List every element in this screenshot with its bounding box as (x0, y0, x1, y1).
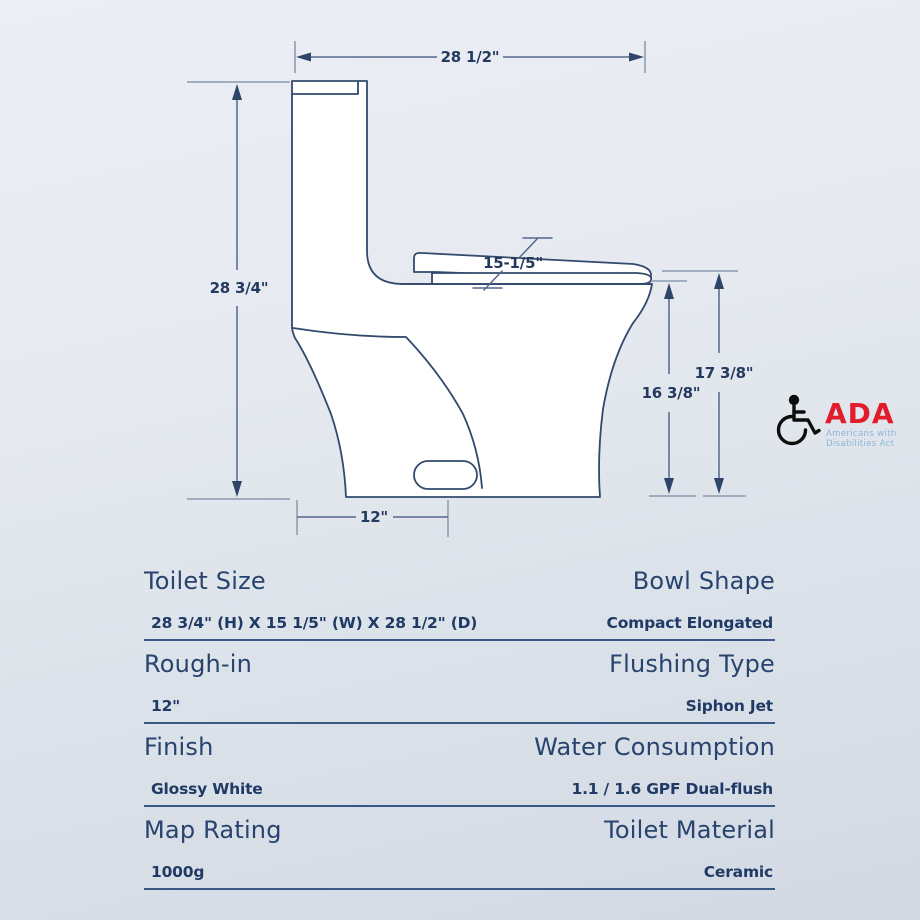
dim-rough-in-label: 12" (359, 508, 389, 526)
dim-depth-label: 28 1/2" (440, 48, 500, 66)
spec-value-bowl-shape: Compact Elongated (606, 614, 773, 632)
spec-label-flushing-type: Flushing Type (609, 650, 775, 678)
dim-seat-width-label: 15-1/5" (483, 254, 543, 272)
spec-row-size-shape (144, 558, 775, 641)
wheelchair-icon (779, 395, 820, 444)
spec-row-roughin-flush (144, 641, 775, 724)
spec-label-toilet-size: Toilet Size (144, 567, 266, 595)
dimension-rough-in (297, 500, 448, 537)
dim-height-label: 28 3/4" (209, 279, 269, 297)
toilet-seat (432, 273, 651, 284)
spec-row-finish-water (144, 724, 775, 807)
dim-rim-height-label: 16 3/8" (641, 384, 701, 402)
toilet-drawing (292, 81, 652, 497)
ada-badge (779, 395, 897, 449)
ada-subtitle-line1: Americans with (826, 429, 897, 439)
dimension-rim-height (642, 281, 701, 496)
spec-value-map-rating: 1000g (151, 863, 205, 881)
spec-value-rough-in: 12" (151, 697, 181, 715)
spec-value-finish: Glossy White (151, 780, 263, 798)
spec-row-map-material (144, 807, 775, 890)
ada-subtitle-line2: Disabilities Act (826, 439, 895, 449)
ada-title: ADA (825, 397, 895, 430)
spec-label-toilet-material: Toilet Material (604, 816, 775, 844)
trapway-outline (414, 461, 477, 489)
spec-value-toilet-size: 28 3/4" (H) X 15 1/5" (W) X 28 1/2" (D) (151, 614, 478, 632)
spec-label-finish: Finish (144, 733, 214, 761)
spec-value-flushing-type: Siphon Jet (685, 697, 773, 715)
spec-label-bowl-shape: Bowl Shape (632, 567, 775, 595)
spec-table (144, 558, 775, 890)
spec-label-map-rating: Map Rating (144, 816, 282, 844)
dim-seat-height-label: 17 3/8" (694, 364, 754, 382)
spec-label-rough-in: Rough-in (144, 650, 253, 678)
spec-value-water-consumption: 1.1 / 1.6 GPF Dual-flush (571, 780, 773, 798)
spec-value-toilet-material: Ceramic (703, 863, 773, 881)
dimension-depth (295, 41, 645, 73)
dimension-height (187, 82, 290, 499)
spec-label-water-consumption: Water Consumption (534, 733, 775, 761)
